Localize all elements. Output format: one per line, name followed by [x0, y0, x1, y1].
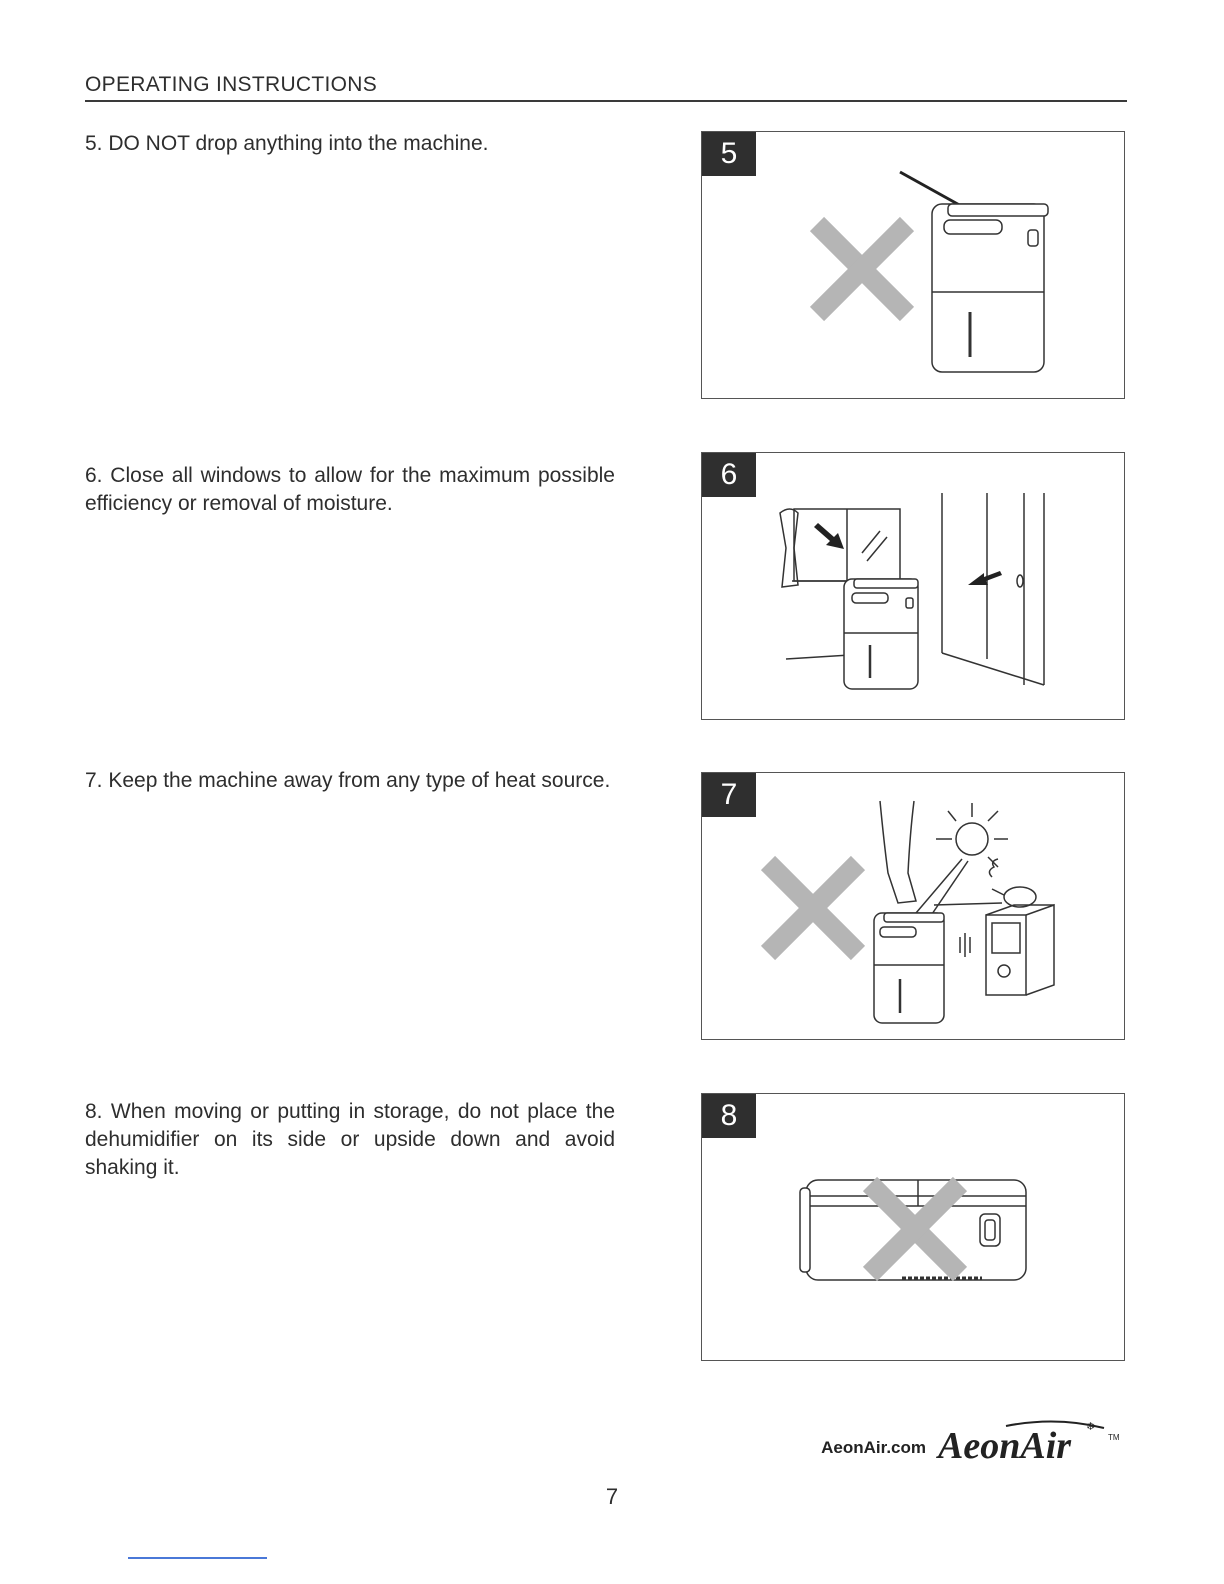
svg-text:❄: ❄ [1086, 1420, 1096, 1433]
page-number: 7 [605, 1484, 619, 1509]
dehumidifier-icon [844, 579, 918, 689]
step-5-badge: 5 [702, 132, 756, 176]
step-7-illustration [701, 772, 1125, 1040]
step-8-badge: 8 [702, 1094, 756, 1138]
curtain-icon [880, 801, 1002, 905]
step-7-text: 7. Keep the machine away from any type of heat source. [85, 769, 611, 792]
prohibition-x-icon [817, 224, 907, 314]
link-underline [128, 1557, 267, 1559]
step-6-illustration [701, 452, 1125, 720]
dehumidifier-on-side-illustration [702, 1094, 1126, 1362]
prohibition-x-icon [768, 863, 858, 953]
aeonair-logo [936, 1418, 1126, 1464]
step-8-text: 8. When moving or putting in storage, do not place the dehumidifier on its side or upside down and avoid shaking it. [85, 1100, 615, 1179]
step-8-illustration [701, 1093, 1125, 1361]
svg-text:AeonAir: AeonAir [938, 1425, 1072, 1464]
step-5-text: 5. DO NOT drop anything into the machine. [85, 132, 489, 155]
step-6-text: 6. Close all windows to allow for the maximum possible efficiency or removal of moisture. [85, 464, 615, 515]
page-header-title: OPERATING INSTRUCTIONS [85, 73, 378, 96]
website-url: AeonAir.com [821, 1438, 926, 1457]
arrow-icon [814, 523, 844, 549]
svg-text:TM: TM [1108, 1433, 1120, 1442]
close-windows-illustration [702, 453, 1126, 721]
door-arrow-icon [968, 571, 1002, 585]
footer-branding [821, 1418, 1126, 1464]
step-7-badge: 7 [702, 773, 756, 817]
heater-icon [960, 905, 1054, 995]
heat-source-illustration [702, 773, 1126, 1041]
dehumidifier-icon [874, 913, 944, 1023]
step-6-badge: 6 [702, 453, 756, 497]
header-divider [85, 100, 1127, 102]
dehumidifier-icon [932, 204, 1048, 372]
dehumidifier-drop-object-illustration [702, 132, 1126, 400]
step-5-illustration [701, 131, 1125, 399]
